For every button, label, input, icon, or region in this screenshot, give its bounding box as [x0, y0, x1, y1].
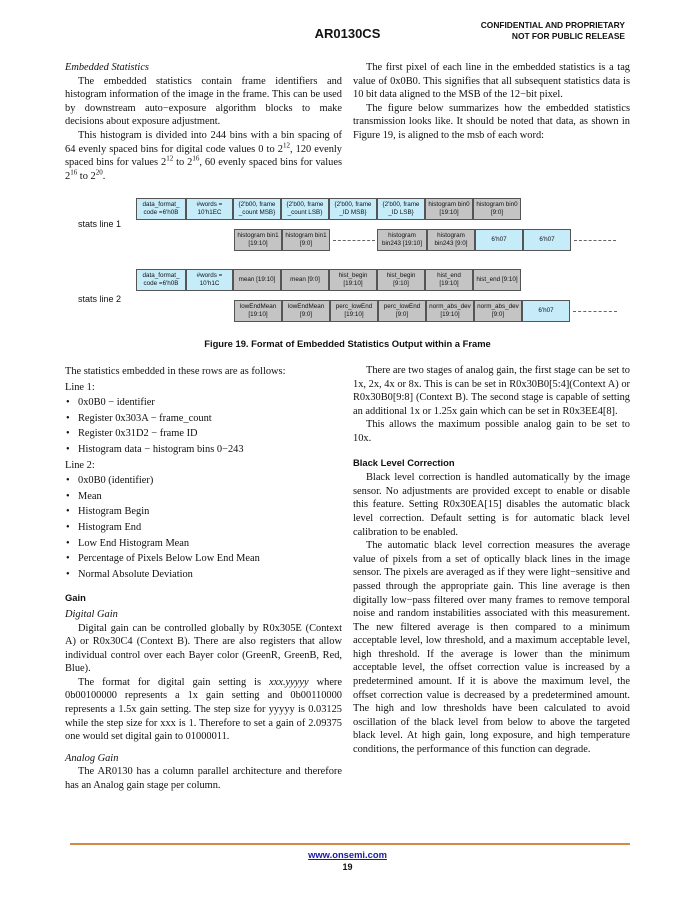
norm-abs-dev-high-cell: norm_abs_dev [19:10]	[426, 300, 474, 322]
word-count-cell: #words = 10'h1C	[186, 269, 233, 291]
line-2-label: Line 2:	[65, 459, 95, 471]
data-format-code-cell: data_format_ code =6'h0B	[136, 269, 186, 291]
continuation-dash	[573, 311, 617, 312]
tag-value-paragraph: The first pixel of each line in the embedded statistics is a tag value of 0x0B0. This signifies that all subsequent statistics data is 10 bit data aligned to the MSB of the 12−bit pixel.	[353, 62, 630, 101]
figure-intro-paragraph: The figure below summarizes how the embedded statistics transmission looks like. It should be noted that data, as shown in Figure 19, is aligned to the msb of each word:	[353, 102, 630, 141]
histogram-bin243-low-cell: histogram bin243 [9:0]	[427, 229, 475, 251]
black-level-section	[353, 364, 630, 757]
histogram-bins-paragraph: This histogram is divided into 244 bins with a bin spacing of 64 evenly spaced bins for digital code values 0 to $2^{12}$, 120 evenly spaced bins for values $2^{12}$ to $2^{16}$, 60 evenly spaced bins for values $2^{16}$ to $2^{20}$.	[65, 129, 343, 182]
tag-value-section	[353, 61, 630, 143]
frame-count-lsb-cell: {2'b00, frame _count LSB}	[281, 198, 329, 220]
stats-line-1-label: stats line 1	[78, 219, 122, 229]
end-marker-cell: 6'h07	[522, 300, 570, 322]
website-link[interactable]: www.onsemi.com	[308, 849, 387, 860]
norm-abs-dev-low-cell: norm_abs_dev [9:0]	[474, 300, 522, 322]
frame-count-msb-cell: {2'b00, frame _count MSB}	[233, 198, 281, 220]
list-item: • Histogram End	[65, 521, 342, 535]
list-item: • Low End Histogram Mean	[65, 537, 342, 551]
hist-begin-high-cell: hist_begin [19:10]	[329, 269, 377, 291]
statistics-intro: The statistics embedded in these rows are as follows:	[65, 366, 286, 377]
confidential-line-2: NOT FOR PUBLIC RELEASE	[511, 31, 625, 41]
hist-end-high-cell: hist_end [19:10]	[425, 269, 473, 291]
line-1-label: Line 1:	[65, 381, 95, 393]
list-item: • Register 0x31D2 − frame ID	[65, 427, 342, 441]
stats-line-2-label: stats line 2	[78, 294, 122, 304]
footer-rule	[70, 843, 630, 845]
analog-gain-paragraph-1: The AR0130 has a column parallel architecture and therefore has an Analog gain stage per column.	[65, 766, 342, 792]
perc-low-end-high-cell: perc_lowEnd [19:10]	[330, 300, 378, 322]
list-item: • Percentage of Pixels Below Low End Mean	[65, 552, 342, 566]
black-level-paragraph-2: The automatic black level correction measures the average value of pixels from a set of optically black lines in the image sensor. The pixels are averaged as if they were light−sensitive and passed through the appropriate gain. This line average is then digitally low−pass filtered over many frames to remove temporal noise and random instabilities associated with this measurement. The new filtered average is then compared to a minimum acceptable level, low threshold, and a maximum acceptable level, high threshold. If the average is lower than the minimum acceptable level, the offset correction value is increased by a predetermined amount. If it is above the maximum level, the offset correction value is decreased by a predetermined amount. The high and low thresholds have been calculated to avoid oscillation of the black level from below to above the targeted black level. At high gain, long exposure, and high temperature conditions, the performance of this function can degrade.	[353, 540, 630, 756]
analog-gain-paragraph-2: There are two stages of analog gain, the first stage can be set to 1x, 2x, 4x or 8x. This is can be set in R0x30B0[5:4](Context A) or R0x30B0[9:8] (Context B). The second stage is capable of setting an additional 1x or 1.25x gain which can be set in R0x3EE4[8].	[353, 365, 630, 417]
digital-gain-heading: Digital Gain	[65, 608, 118, 620]
histogram-bin243-high-cell: histogram bin243 [19:10]	[377, 229, 427, 251]
digital-gain-paragraph-2: The format for digital gain setting is xxx.yyyyy where 0b00100000 represents a 1x gain setting and 0b00110000 represents a 1.5x gain setting. The step size for yyyyy is 0.03125 while the step size for xxx is 1. Therefore to set a gain of 2.09375 one would set digital gain to 01000011.	[65, 676, 343, 743]
gain-heading: Gain	[65, 592, 86, 604]
histogram-bin0-low-cell: histogram bin0 [9:0]	[473, 198, 521, 220]
end-marker-cell: 6'h07	[475, 229, 523, 251]
embedded-statistics-heading: Embedded Statistics	[65, 62, 149, 73]
histogram-bin0-high-cell: histogram bin0 [19:10]	[425, 198, 473, 220]
figure-caption: Figure 19. Format of Embedded Statistics Output within a Frame	[204, 338, 491, 349]
frame-id-lsb-cell: {2'b00, frame _ID LSB}	[377, 198, 425, 220]
list-item: • Normal Absolute Deviation	[65, 568, 342, 582]
data-format-code-cell: data_format_ code =6'h0B	[136, 198, 186, 220]
list-item: • 0x0B0 − identifier	[65, 396, 342, 410]
confidential-notice	[481, 20, 625, 42]
list-item: • Histogram Begin	[65, 505, 342, 519]
statistics-list-section	[65, 365, 342, 793]
continuation-dash	[574, 240, 616, 241]
list-item: • Histogram data − histogram bins 0−243	[65, 443, 342, 457]
line-2-list	[65, 474, 342, 581]
analog-gain-heading: Analog Gain	[65, 752, 119, 764]
mean-low-cell: mean [9:0]	[281, 269, 329, 291]
mean-high-cell: mean [19:10]	[233, 269, 281, 291]
list-item: • Mean	[65, 490, 342, 504]
end-marker-cell: 6'h07	[523, 229, 571, 251]
hist-end-low-cell: hist_end [9:10]	[473, 269, 521, 291]
continuation-dash	[333, 240, 375, 241]
histogram-bin1-high-cell: histogram bin1 [19:10]	[234, 229, 282, 251]
digital-gain-paragraph-1: Digital gain can be controlled globally by R0x305E (Context A) or R0x30C4 (Context B). There are also registers that allow individual control over each Bayer color (GreenR, GreenB, Red, Blue).	[65, 622, 342, 675]
document-title: AR0130CS	[314, 26, 381, 41]
list-item: • 0x0B0 (identifier)	[65, 474, 342, 488]
embedded-statistics-section	[65, 61, 342, 183]
black-level-paragraph-1: Black level correction is handled automatically by the image sensor. No adjustments are provided except to enable or disable this feature. Setting R0x30EA[15] disables the automatic black level correction. Default setting is for automatic black level calibration to be enabled.	[353, 472, 630, 538]
frame-id-msb-cell: {2'b00, frame _ID MSB}	[329, 198, 377, 220]
word-count-cell: #words = 10'h1EC	[186, 198, 233, 220]
histogram-bin1-low-cell: histogram bin1 [9:0]	[282, 229, 330, 251]
low-end-mean-low-cell: lowEndMean [9:0]	[282, 300, 330, 322]
list-item: • Register 0x303A − frame_count	[65, 412, 342, 426]
low-end-mean-high-cell: lowEndMean [19:10]	[234, 300, 282, 322]
line-1-list	[65, 396, 342, 456]
page-number: 19	[342, 862, 353, 872]
analog-gain-paragraph-3: This allows the maximum possible analog gain to be set to 10x.	[353, 419, 630, 444]
black-level-correction-heading: Black Level Correction	[353, 456, 455, 468]
perc-low-end-low-cell: perc_lowEnd [9:0]	[378, 300, 426, 322]
embedded-statistics-paragraph-1: The embedded statistics contain frame identifiers and histogram information of the image in the frame. This can be used by downstream auto−exposure algorithm blocks to make decisions about exposure adjustment.	[65, 75, 342, 128]
confidential-line-1: CONFIDENTIAL AND PROPRIETARY	[480, 20, 625, 30]
hist-begin-low-cell: hist_begin [9:10]	[377, 269, 425, 291]
